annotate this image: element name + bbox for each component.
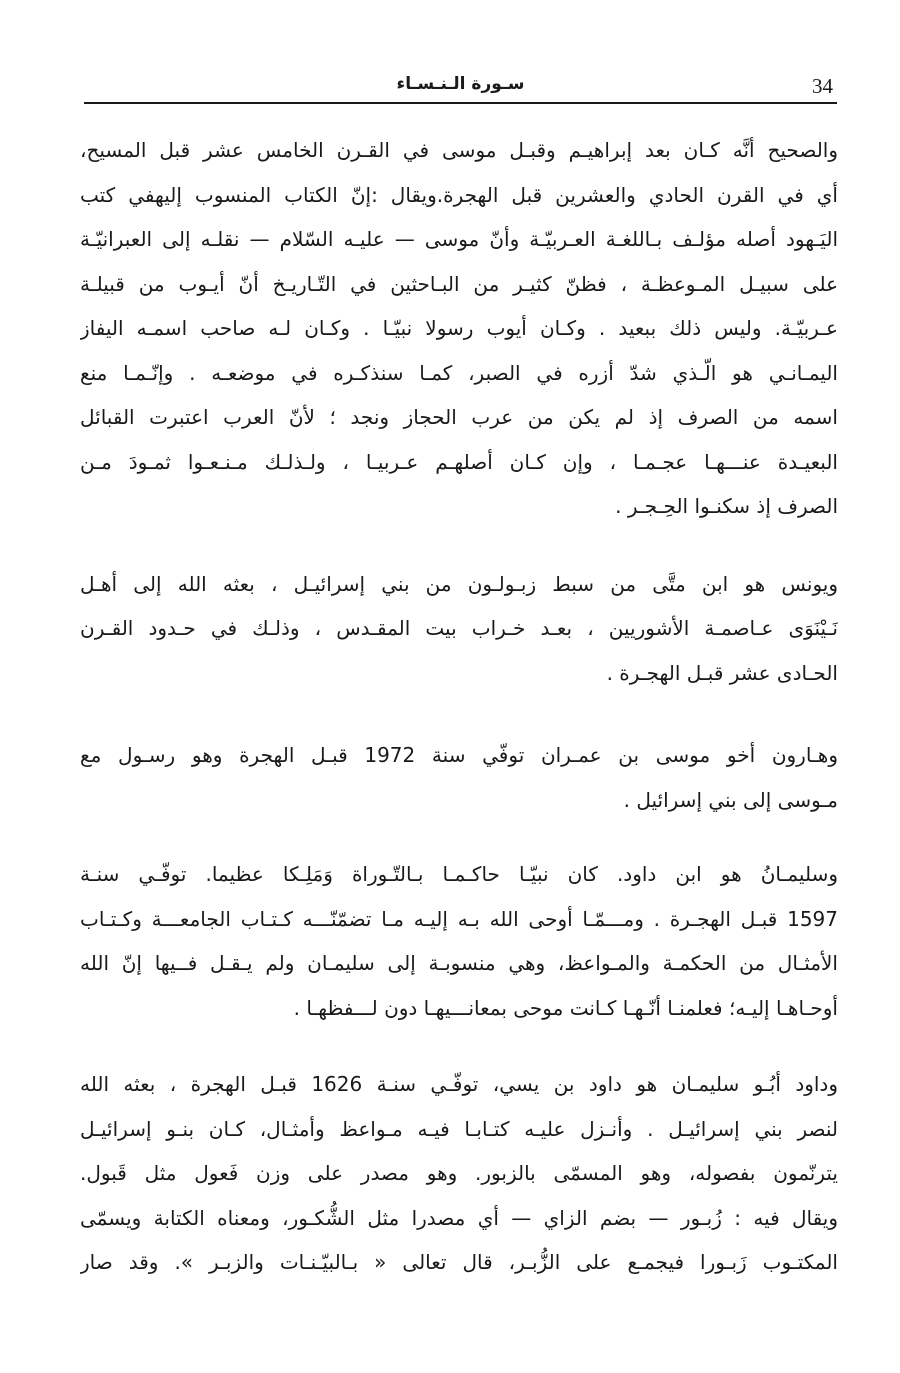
paragraph-job (80, 128, 838, 529)
paragraph-gap (80, 822, 838, 852)
text-line: اليمـانـي هو الّـذي شدّ أزره في الصبر، كمـا سنذكـره في موضعـه . وإنّـمـا منع (80, 360, 838, 385)
paragraph-gap (80, 1030, 838, 1062)
text-line: وسليمـانُ هو ابن داود. كان نبيّـا حاكـمـا بـالتّـوراة وَمَلِـكا عظيما. توفّـي سنـة (80, 862, 838, 886)
paragraph-gap (80, 529, 838, 562)
text-line: لنصر بني إسرائيـل . وأنـزل عليـه كتـابـا فيـه مـواعظ وأمثـال، كـان بنـو إسرائيـل (80, 1116, 838, 1141)
text-line: يترنّمون بفصوله، وهو المسمّى بالزبور. وهو مصدر على وزن فَعول مثل قَبول. (80, 1161, 838, 1185)
text-line: الصرف إذ سكنـوا الحِـجـر . (615, 494, 838, 518)
text-line: أي في القرن الحادي والعشرين قبل الهجرة.ويقال :إنّ الكتاب المنسوب إليهفي كتب (80, 182, 838, 207)
text-line: أوحـاهـا إليـه؛ فعلمنـا أنّـهـا كـانت موحى بمعانـــيهـا دون لـــفظهـا . (293, 995, 838, 1020)
paragraph-aaron (80, 733, 838, 822)
text-line: البعيـدة عنـــهـا عجـمـا ، وإن كـان أصلهـم عـربيـا ، ولـذلـك مـنـعـوا ثمـودَ مـن (80, 449, 838, 474)
body-text (80, 128, 838, 1285)
paragraph-david (80, 1062, 838, 1285)
text-line: وهـارون أخو موسى بن عمـران توفّي سنة 1972 قبـل الهجرة وهو رسـول مع (80, 743, 838, 767)
text-line: اليَـهود أصله مؤلـف بـاللغـة العـربيّـة وأنّ موسى — عليـه السّلام — نقلـه إلى العبرانيّـة (80, 227, 838, 251)
text-line: ويقال فيه : زُبـور — بضم الزاي — أي مصدرا مثل الشُّكـور، ومعناه الكتابة ويسمّى (80, 1205, 838, 1230)
paragraph-jonah (80, 562, 838, 696)
page-header (84, 66, 837, 104)
paragraph-gap (80, 695, 838, 733)
text-line: والصحيح أنَّه كـان بعد إبراهيـم وقبـل موسى في القـرن الخامس عشر قبل المسيح، (80, 138, 838, 162)
text-line: نَـيْنَوَى عـاصمـة الأشوريين ، بعـد خـراب بيت المقـدس ، وذلـك في حـدود القـرن (80, 616, 838, 640)
text-line: الحـادى عشر قبـل الهجـرة . (606, 660, 838, 685)
text-line: وداود أبُـو سليمـان هو داود بن يسي، توفّـي سنـة 1626 قبـل الهجرة ، بعثه الله (80, 1072, 838, 1096)
text-line: عـربيّـة. وليس ذلك ببعيد . وكـان أيوب رسولا نبيّـا . وكـان لـه صاحب اسمـه اليفاز (80, 316, 838, 340)
text-line: مـوسى إلى بني إسرائيل . (623, 787, 838, 812)
text-line: على سبيـل المـوعظـة ، فظنّ كثيـر من البـاحثين في التّـاريـخ أنّ أيـوب من قبيلـة (80, 271, 838, 296)
page-number: 34 (812, 74, 833, 98)
text-line: الأمثـال من الحكمـة والمـواعظ، وهي منسوبـة إلى سليمـان ولم يـقـل فــيها إنّ الله (80, 951, 838, 975)
text-line: المكتـوب زَبـورا فيجمـع على الزُّبـر، قال تعالى « بـالبيّـنـات والزبـر ». وقد صار (80, 1250, 838, 1274)
running-title: سـورة الـنـسـاء (396, 74, 525, 94)
text-line: ويونس هو ابن متَّى من سبط زبـولـون من بني إسرائيـل ، بعثه الله إلى أهـل (80, 571, 838, 596)
text-line: اسمه من الصرف إذ لم يكن من عرب الحجاز ونجد ؛ لأنّ العرب اعتبرت القبائل (80, 405, 838, 429)
paragraph-solomon (80, 852, 838, 1030)
text-line: 1597 قبـل الهجـرة . ومـــمّـا أوحى الله بـه إليـه مـا تضمّنّـــه كـتـاب الجامعـــة وكـتـاب (80, 906, 838, 931)
